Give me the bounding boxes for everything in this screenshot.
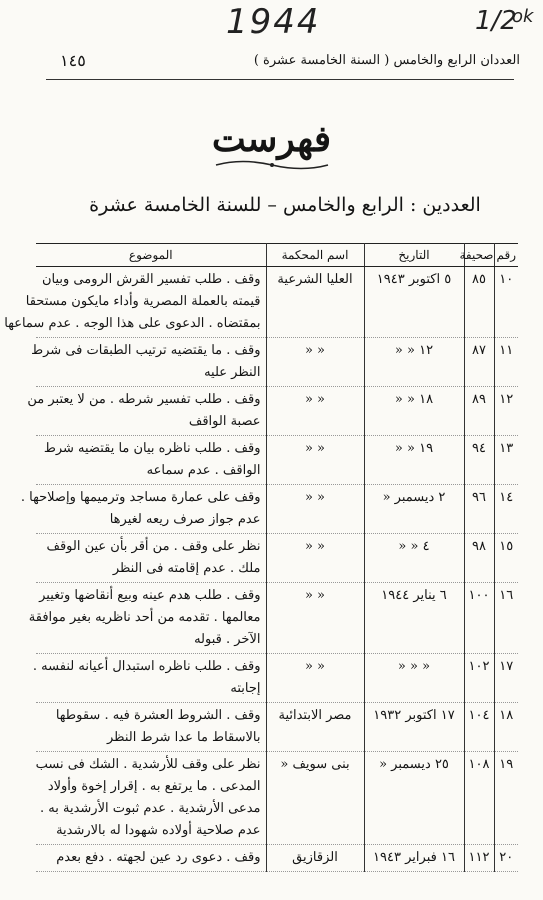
entry-number: ١٢ [494,387,518,436]
entry-court: مصر الابتدائية [266,703,364,752]
entry-page: ٨٧ [464,338,494,387]
subject-line: وقف على عمارة مساجد وترميمها وإصلاحها . [20,490,261,505]
table-row [36,845,518,872]
entry-court: « « [266,387,364,436]
table-row [36,703,518,752]
issue-subtitle: العددين : الرابع والخامس – للسنة الخامسة عشرة [89,194,481,216]
column-header-date: التاريخ [364,244,464,267]
entry-court: « « [266,654,364,703]
entry-court: « « [266,485,364,534]
running-header: العددان الرابع والخامس ( السنة الخامسة عشرة ) [253,52,520,68]
subject-line: ملك . عدم إقامته فى النظر [112,561,261,576]
entry-date: ١٦ فبراير ١٩٤٣ [364,845,464,872]
entry-page: ٨٥ [464,267,494,338]
subject-line: وقف . طلب هدم عينه وبيع أنقاضها وتغيير [39,588,261,603]
subject-line: وقف . طلب ناظره استبدال أعيانه لنفسه . [32,659,261,674]
entry-date: ١٨ « « [364,387,464,436]
entry-date: ٥ اكتوبر ١٩٤٣ [364,267,464,338]
subject-line: عصبة الواقف [188,414,261,429]
subject-line: وقف . طلب تفسير شرطه . من لا يعتبر من [27,392,261,407]
page-title: فهرست [211,118,332,160]
subject-line: إجابته [230,681,261,696]
subject-line: الآخر . قبوله [194,632,261,647]
subject-line: وقف . طلب تفسير القرش الرومى وبيان [41,272,261,287]
entry-court: الزقازيق [266,845,364,872]
entry-date: ٤ « « [364,534,464,583]
subject-line: وقف . طلب ناظره بيان ما يقتضيه شرط [43,441,261,456]
subject-line: الواقف . عدم سماعه [146,463,261,478]
entry-number: ١٦ [494,583,518,654]
index-table-body [4,267,518,872]
entry-page: ٩٨ [464,534,494,583]
header-rule [46,79,514,80]
entry-subject [20,485,266,534]
page-number: ١٤٥ [60,50,86,70]
entry-court: « « [266,436,364,485]
entry-date: ١٧ اكتوبر ١٩٣٢ [364,703,464,752]
entry-date: ٦ يناير ١٩٤٤ [364,583,464,654]
entry-number: ١٣ [494,436,518,485]
entry-page: ١١٢ [464,845,494,872]
entry-subject [36,845,266,872]
column-header-subject: الموضوع [36,244,266,267]
entry-subject [4,267,266,338]
entry-number: ١٠ [494,267,518,338]
subject-line: معالمها . تقدمه من أحد ناظريه بغير موافقة [28,610,261,625]
subject-line: عدم جواز صرف ريعه لغيرها [109,512,261,527]
entry-date: « « « [364,654,464,703]
subject-line: بمقتضاه . الدعوى على هذا الوجه . عدم سماعها [4,316,261,331]
entry-number: ١١ [494,338,518,387]
entry-subject [28,583,266,654]
table-row [36,387,518,436]
table-row [36,583,518,654]
entry-date: ١٢ « « [364,338,464,387]
table-header-row [36,244,518,267]
table-row [36,485,518,534]
index-table [4,243,518,872]
entry-subject [32,654,266,703]
subject-line: مدعى الأرشدية . عدم ثبوت الأرشدية به . [40,801,261,816]
entry-number: ١٤ [494,485,518,534]
entry-subject [36,752,266,845]
table-row [36,338,518,387]
subject-line: عدم صلاحية أولاده شهودا له بالارشدية [56,823,261,838]
entry-subject [36,436,266,485]
entry-court: بنى سويف « [266,752,364,845]
entry-number: ١٥ [494,534,518,583]
entry-subject [36,534,266,583]
handwritten-year: 1944 [226,2,321,42]
running-header-bar [60,46,520,74]
entry-date: ١٩ « « [364,436,464,485]
table-row [36,654,518,703]
entry-number: ١٧ [494,654,518,703]
subject-line: المدعى . ما يرتفع به . إقرار إخوة وأولاد [47,779,261,794]
entry-court: « « [266,534,364,583]
entry-page: ١٠٢ [464,654,494,703]
entry-subject [31,338,266,387]
column-header-number: رقم [494,244,518,267]
subject-line: النظر عليه [204,365,261,380]
entry-page: ٩٦ [464,485,494,534]
column-header-page: صحيفة [464,244,494,267]
subject-line: قيمته بالعملة المصرية وأداء مايكون مستحقا [25,294,261,309]
entry-page: ١٠٠ [464,583,494,654]
handwritten-fraction: 1/2 [475,6,517,36]
entry-date: ٢ ديسمبر « [364,485,464,534]
entry-page: ٨٩ [464,387,494,436]
entry-page: ١٠٤ [464,703,494,752]
table-row [36,436,518,485]
entry-page: ١٠٨ [464,752,494,845]
entry-court: « « [266,583,364,654]
subject-line: وقف . الشروط العشرة فيه . سقوطها [55,708,261,723]
subject-line: بالاسقاط ما عدا شرط النظر [106,730,261,745]
entry-date: ٢٥ ديسمبر « [364,752,464,845]
subject-line: وقف . دعوى رد عين لجهته . دفع بعدم [56,850,261,865]
entry-number: ١٩ [494,752,518,845]
subject-line: وقف . ما يقتضيه ترتيب الطبقات فى شرط [31,343,261,358]
column-header-court: اسم المحكمة [266,244,364,267]
entry-court: « « [266,338,364,387]
entry-subject [27,387,266,436]
table-row [36,534,518,583]
entry-subject [36,703,266,752]
entry-court: العليا الشرعية [266,267,364,338]
entry-number: ٢٠ [494,845,518,872]
table-row [36,267,518,338]
subject-line: نظر على وقف للأرشدية . الشك فى نسب [35,757,261,772]
title-block [0,118,543,172]
entry-number: ١٨ [494,703,518,752]
entry-page: ٩٤ [464,436,494,485]
handwritten-ok-mark: ok [512,6,534,27]
table-row [36,752,518,845]
subject-line: نظر على وقف . من أقر بأن عين الوقف [46,539,261,554]
